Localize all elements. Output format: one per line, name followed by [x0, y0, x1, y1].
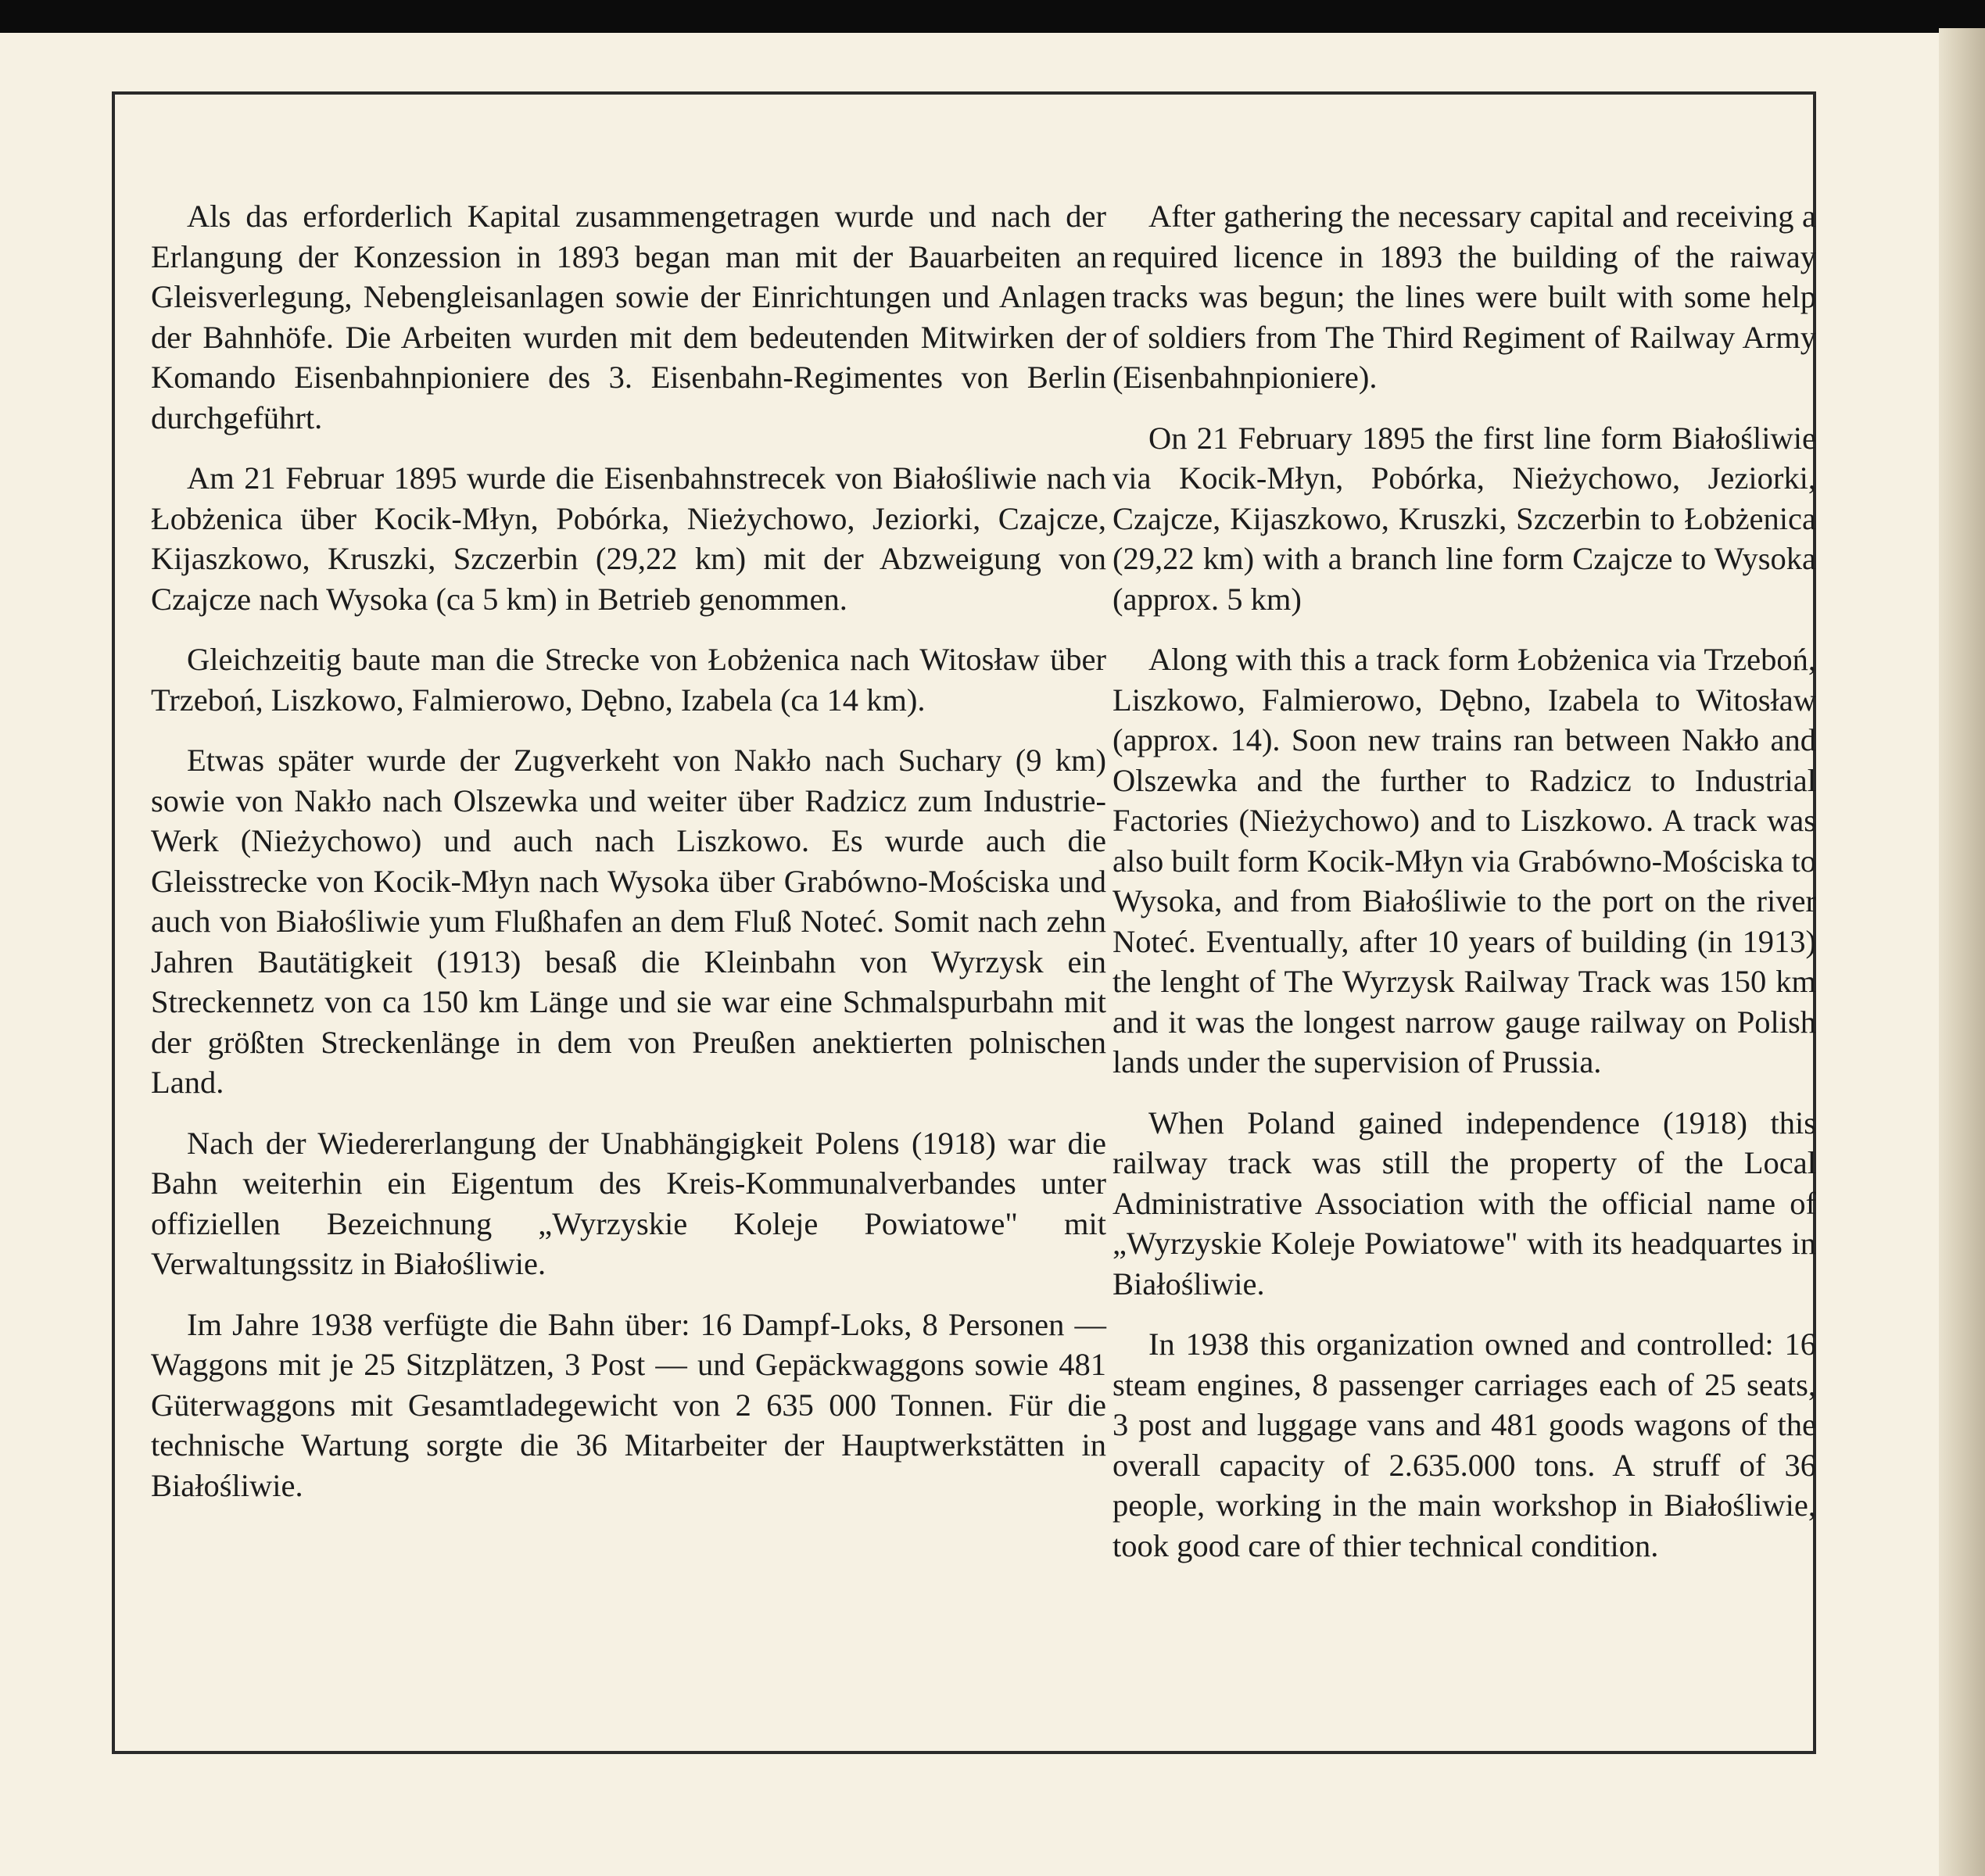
page-edge [1939, 28, 1985, 1876]
english-paragraph: Along with this a track form Łobżenica via Trzeboń, Liszkowo, Falmierowo, Dębno, Izabela to Witosław (approx. 14). Soon new trains ran between Nakło and Olszewka and the further to Radzicz to Industrial Factories (Nieżychowo) and to Liszkowo. A track was also built form Kocik-Młyn via Grabówno-Mościska to Wysoka, and from Białośliwie to the port on the river Noteć. Eventually, after 10 years of building (in 1913) the lenght of The Wyrzysk Railway Track was 150 km and it was the longest narrow gauge railway on Polish lands under the supervision of Prussia. [1113, 642, 1816, 1079]
english-paragraph: In 1938 this organization owned and controlled: 16 steam engines, 8 passenger carriages each of 25 seats, 3 post and luggage vans and 481 goods wagons of the overall capacity of 2.635.000 tons. A struff of 36 people, working in the main workshop in Białośliwie, took good care of thier technical condition. [1113, 1326, 1816, 1563]
german-paragraph: Als das erforderlich Kapital zusammengetragen wurde und nach der Erlangung der Konzession in 1893 began man mit der Bauarbeiten an Gleisverlegung, Nebengleisanlagen sowie der Einrichtungen und Anlagen der Bahnhöfe. Die Arbeiten wurden mit dem bedeutenden Mitwirken der Komando Eisenbahnpioniere des 3. Eisenbahn-Regimentes von Berlin durchgeführt. [151, 199, 1106, 435]
text-frame [112, 91, 1816, 1754]
german-paragraph: Etwas später wurde der Zugverkeht von Nakło nach Suchary (9 km) sowie von Nakło nach Olszewka und weiter über Radzicz zum Industrie-Werk (Nieżychowo) und auch nach Liszkowo. Es wurde auch die Gleisstrecke von Kocik-Młyn nach Wysoka über Grabówno-Mościska und auch von Białośliwie yum Flußhafen an dem Fluß Noteć. Somit nach zehn Jahren Bautätigkeit (1913) besaß die Kleinbahn von Wyrzysk ein Streckennetz von ca 150 km Länge und sie war eine Schmalspurbahn mit der größten Streckenlänge in dem von Preußen anektierten polnischen Land. [151, 743, 1106, 1100]
german-paragraph: Nach der Wiedererlangung der Unabhängigkeit Polens (1918) war die Bahn weiterhin ein Eigentum des Kreis-Kommunalverbandes unter offiziellen Bezeichnung „Wyrzyskie Koleje Powiatowe" mit Verwaltungssitz in Białośliwie. [151, 1125, 1106, 1281]
german-text-column [151, 196, 1106, 1526]
english-paragraph: After gathering the necessary capital and receiving a required licence in 1893 the building of the raiway tracks was begun; the lines were built with some help of soldiers from The Third Regiment of Railway Army (Eisenbahnpioniere). [1113, 199, 1816, 395]
book-page [0, 33, 1939, 1876]
german-paragraph: Im Jahre 1938 verfügte die Bahn über: 16 Dampf-Loks, 8 Personen — Waggons mit je 25 Sitzplätzen, 3 Post — und Gepäckwaggons sowie 481 Güterwaggons mit Gesamtladegewicht von 2 635 000 Tonnen. Für die technische Wartung sorgte die 36 Mitarbeiter der Hauptwerkstätten in Białośliwie. [151, 1306, 1106, 1503]
english-paragraph: When Poland gained independence (1918) this railway track was still the property of the Local Administrative Association with the official name of „Wyrzyskie Koleje Powiatowe" with its headquartes in Białośliwie. [1113, 1104, 1816, 1301]
english-text-column [1113, 196, 1816, 1586]
english-paragraph: On 21 February 1895 the first line form Białośliwie via Kocik-Młyn, Pobórka, Nieżychowo, Jeziorki, Czajcze, Kijaszkowo, Kruszki, Szczerbin to Łobżenica (29,22 km) with a branch line form Czajcze to Wysoka (approx. 5 km) [1113, 420, 1816, 617]
german-paragraph: Am 21 Februar 1895 wurde die Eisenbahnstrecek von Białośliwie nach Łobżenica über Kocik-Młyn, Pobórka, Nieżychowo, Jeziorki, Czajcze, Kijaszkowo, Kruszki, Szczerbin (29,22 km) mit der Abzweigung von Czajcze nach Wysoka (ca 5 km) in Betrieb genommen. [151, 460, 1106, 617]
german-paragraph: Gleichzeitig baute man die Strecke von Łobżenica nach Witosław über Trzeboń, Liszkowo, Falmierowo, Dębno, Izabela (ca 14 km). [151, 642, 1106, 718]
